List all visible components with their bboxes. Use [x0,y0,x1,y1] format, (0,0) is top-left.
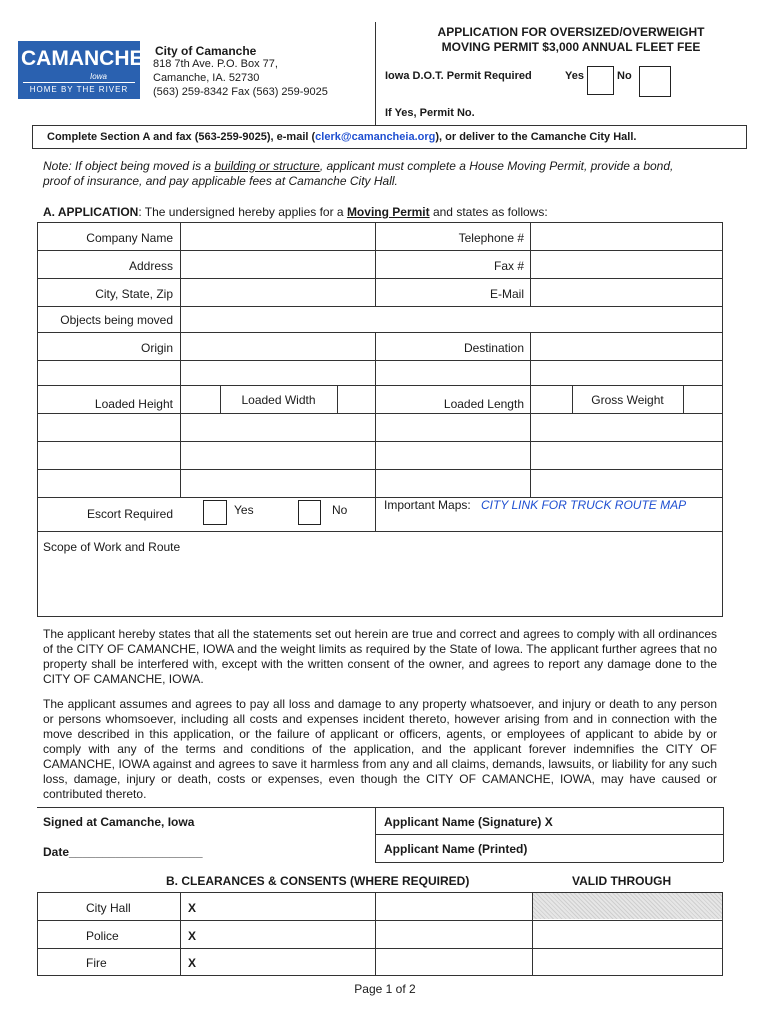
loaded-width-field[interactable] [338,386,374,412]
note-text [43,159,743,189]
city-state-zip-label: City, State, Zip [95,287,173,301]
form-title-line-1: APPLICATION FOR OVERSIZED/OVERWEIGHT [437,25,705,39]
dot-permit-yes-label: Yes [565,70,584,82]
dot-permit-yes-checkbox[interactable] [587,66,614,95]
applicant-printed-field[interactable] [540,835,722,861]
origin-label: Origin [140,341,173,355]
date-field[interactable]: Date____________________ [43,845,203,859]
section-a-header [43,205,548,219]
clearance-fire-valid-through[interactable] [533,949,722,975]
applicant-signature-label: Applicant Name (Signature) X [384,815,553,829]
note-pre: Note: If object being moved is a [43,159,215,173]
city-address-1: 818 7th Ave. P.O. Box 77, [153,58,278,70]
gross-weight-field[interactable] [684,386,722,412]
address-field[interactable] [181,251,374,277]
section-a-label: A. APPLICATION [43,205,139,219]
clearance-city-hall-mark: X [188,901,197,915]
applicant-signature-field[interactable] [560,808,722,833]
instruction-text-post: ), or deliver to the Camanche City Hall. [435,131,637,143]
origin-field[interactable] [181,333,374,359]
clearance-city-hall-signature[interactable] [376,893,531,919]
destination-label: Destination [463,341,524,355]
dot-permit-no-checkbox[interactable] [639,66,671,97]
objects-moved-field[interactable] [181,307,722,331]
escort-required-label: Escort Required [86,507,173,521]
section-a-pre: : The undersigned hereby applies for a [138,205,347,219]
clearance-fire-mark: X [188,956,197,970]
instruction-text-pre: Complete Section A and fax (563-259-9025), e-mail ( [47,131,316,143]
section-b-title: B. CLEARANCES & CONSENTS (WHERE REQUIRED) [166,874,470,888]
agreement-paragraph-1: The applicant hereby states that all the statements set out herein are true and correct and agrees to comply with all ordinances of the CITY OF CAMANCHE, IOWA and the weight limits as required by the State of Iowa. The applicant further agrees that no property shall be interfered with, except with the written consent of the owner, and agrees to report any damage done to the CITY OF CAMANCHE, IOWA. [43,627,717,686]
escort-yes-label: Yes [234,503,254,517]
scope-of-work-field[interactable] [38,556,722,616]
destination-field[interactable] [531,333,722,359]
loaded-width-label: Loaded Width [241,393,316,407]
email-label: E-Mail [489,287,524,301]
city-state-zip-field[interactable] [181,279,374,305]
loaded-height-field[interactable] [181,386,219,412]
form-title-line-2: MOVING PERMIT $3,000 ANNUAL FLEET FEE [441,40,701,54]
fax-label: Fax # [493,259,524,273]
clearance-police-valid-through[interactable] [533,921,722,947]
email-field[interactable] [531,279,722,305]
telephone-field[interactable] [531,223,722,249]
clearance-city-hall-label: City Hall [86,901,131,915]
clearance-police-signature[interactable] [376,921,531,947]
escort-no-checkbox[interactable] [298,500,321,525]
section-a-moving-permit: Moving Permit [346,205,430,219]
clearance-fire-signature[interactable] [376,949,531,975]
valid-through-header: VALID THROUGH [572,874,672,888]
valid-through-hatched-cell [533,893,722,919]
page-number: Page 1 of 2 [354,982,416,996]
city-logo [18,41,144,99]
section-a-post: and states as follows: [429,205,548,219]
signed-at-label: Signed at Camanche, Iowa [43,815,195,829]
logo-text: CAMANCHE [21,47,144,70]
telephone-label: Telephone # [458,231,524,245]
note-line-2: proof of insurance, and pay applicable fees at Camanche City Hall. [43,174,398,188]
escort-yes-checkbox[interactable] [203,500,227,525]
address-label: Address [128,259,173,273]
scope-of-work-label: Scope of Work and Route [43,540,181,554]
objects-moved-label: Objects being moved [60,313,173,327]
applicant-printed-label: Applicant Name (Printed) [384,842,528,856]
fax-field[interactable] [531,251,722,277]
clearance-police-label: Police [86,929,119,943]
loaded-length-label: Loaded Length [443,397,524,411]
city-address-2: Camanche, IA. 52730 [153,72,260,84]
instruction-email-link[interactable]: clerk@camancheia.org [315,131,436,143]
escort-no-label: No [332,503,348,517]
permit-number-label: If Yes, Permit No. [385,107,475,119]
agreement-paragraph-2: The applicant assumes and agrees to pay all loss and damage to any property whatsoever, and injury or death to any person or persons whomsoever, including all costs and expenses incident thereto, however arising from and in connection with the move described in this application, or the failure of applicant or officers, agents, or employees of applicant to abide by or comply with any of the terms and conditions of the application, and the applicant forever indemnifies the CITY OF CAMANCHE, IOWA against and agrees to save it harmless from any and all claims, demands, lawsuits, or liability for any such loss, damage, injury or death, costs or expenses, even though the CITY OF CAMANCHE, IOWA, may have caused or contributed thereto. [43,697,717,801]
important-maps-label: Important Maps: [384,498,471,512]
gross-weight-label: Gross Weight [591,393,664,407]
truck-route-map-link[interactable]: CITY LINK FOR TRUCK ROUTE MAP [481,498,687,512]
note-post: , applicant must complete a House Moving Permit, provide a bond, [319,159,674,173]
city-phone: (563) 259-8342 Fax (563) 259-9025 [153,86,328,98]
logo-state: Iowa [90,72,107,81]
clearance-police-mark: X [188,929,197,943]
note-underlined: building or structure [214,159,320,173]
instruction-box [32,125,747,149]
company-name-field[interactable] [181,223,374,249]
dot-permit-no-label: No [617,70,632,82]
city-name: City of Camanche [155,44,257,58]
loaded-height-label: Loaded Height [94,397,173,411]
dot-permit-label: Iowa D.O.T. Permit Required [385,70,532,82]
clearance-fire-label: Fire [86,956,107,970]
loaded-length-field[interactable] [531,386,571,412]
company-name-label: Company Name [86,231,173,245]
logo-tagline: HOME BY THE RIVER [29,85,129,94]
